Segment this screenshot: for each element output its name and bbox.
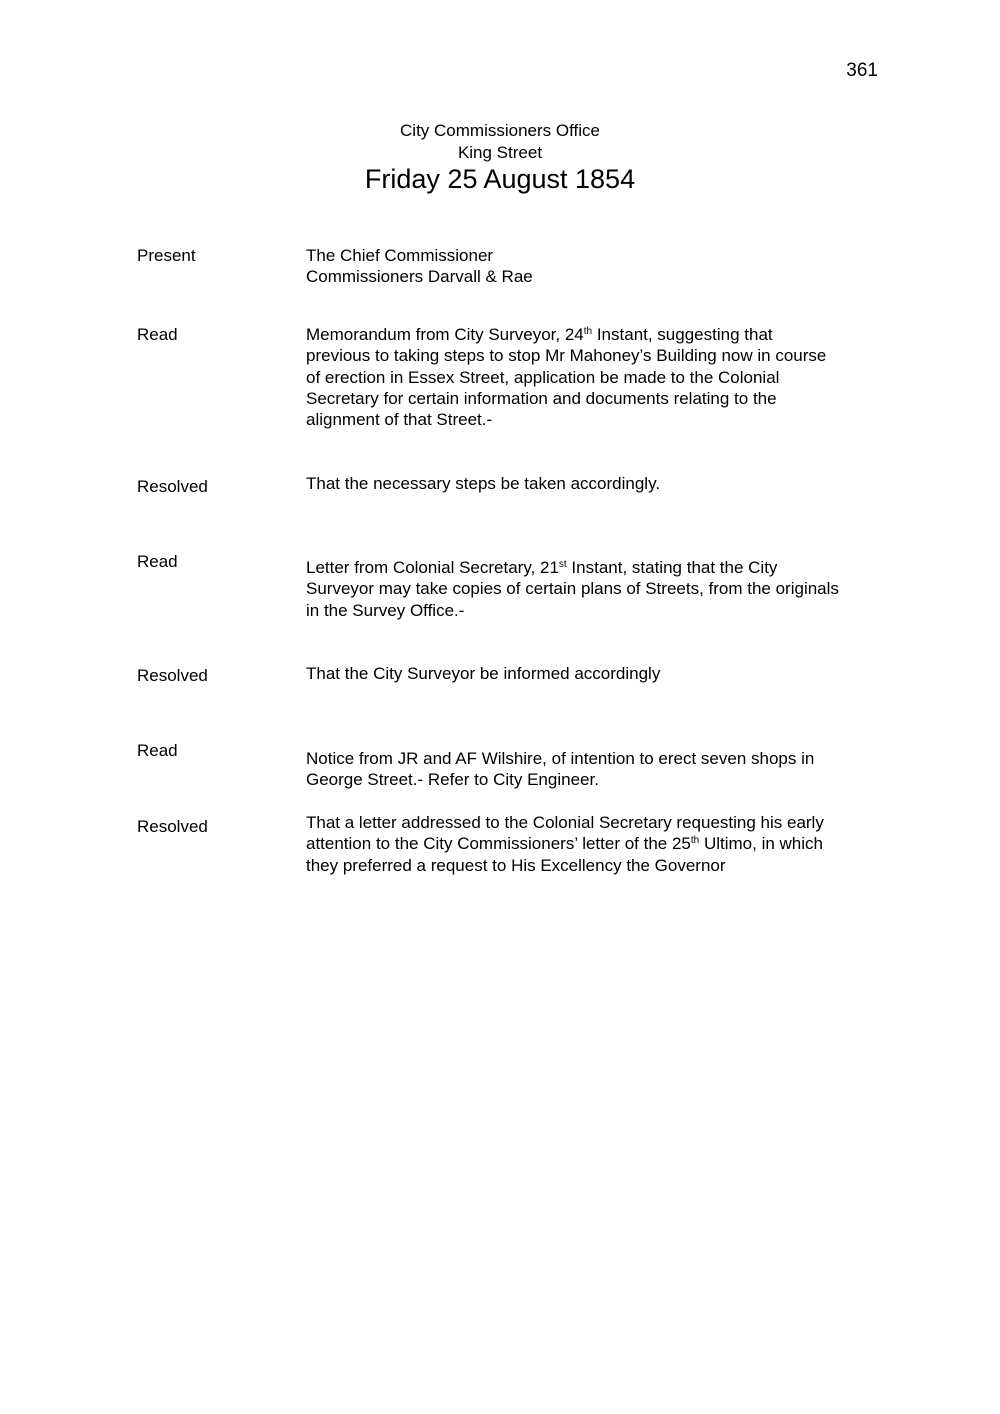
entry-label-resolved: Resolved — [137, 477, 208, 496]
entry-text-read-letter — [306, 557, 906, 621]
entry-text-resolved — [306, 663, 906, 684]
entry-text-read-notice — [306, 748, 906, 791]
entry-line: in the Survey Office.- — [306, 600, 465, 620]
entry-text-present — [306, 245, 906, 288]
entry-line: attention to the City Commissioners’ letter of the 25th Ultimo, in which — [306, 834, 823, 854]
entry-label-read: Read — [137, 741, 178, 760]
entry-line: they preferred a request to His Excellency the Governor — [306, 855, 726, 875]
entry-line: Letter from Colonial Secretary, 21st Instant, stating that the City — [306, 558, 778, 577]
entry-line: Commissioners Darvall & Rae — [306, 267, 533, 287]
entry-line: Memorandum from City Surveyor, 24th Instant, suggesting that — [306, 325, 773, 344]
entry-label-present: Present — [137, 246, 196, 265]
entry-line: George Street.- Refer to City Engineer. — [306, 770, 599, 790]
entry-line: Secretary for certain information and documents relating to the — [306, 388, 777, 408]
entry-line: The Chief Commissioner — [306, 246, 494, 265]
entry-line: That the City Surveyor be informed accordingly — [306, 664, 661, 683]
entry-label-read: Read — [137, 552, 178, 571]
meeting-date-title: Friday 25 August 1854 — [364, 164, 636, 194]
street-heading: King Street — [457, 143, 543, 162]
office-heading: City Commissioners Office — [400, 121, 600, 140]
entry-text-resolved — [306, 473, 906, 494]
entry-text-read-memorandum — [306, 324, 906, 430]
entry-line: Surveyor may take copies of certain plans of Streets, from the originals — [306, 579, 839, 599]
entry-label-resolved: Resolved — [137, 666, 208, 685]
entry-line: That a letter addressed to the Colonial Secretary requesting his early — [306, 813, 824, 832]
entry-label-read: Read — [137, 325, 178, 344]
entry-label-resolved: Resolved — [137, 817, 208, 836]
entry-text-resolved-letter — [306, 812, 906, 876]
entry-line: That the necessary steps be taken accordingly. — [306, 474, 661, 493]
entry-line: of erection in Essex Street, application be made to the Colonial — [306, 367, 780, 387]
entry-line: alignment of that Street.- — [306, 410, 493, 430]
entry-line: previous to taking steps to stop Mr Mahoney’s Building now in course — [306, 346, 827, 366]
page-number: 361 — [846, 60, 878, 81]
entry-line: Notice from JR and AF Wilshire, of intention to erect seven shops in — [306, 749, 815, 768]
